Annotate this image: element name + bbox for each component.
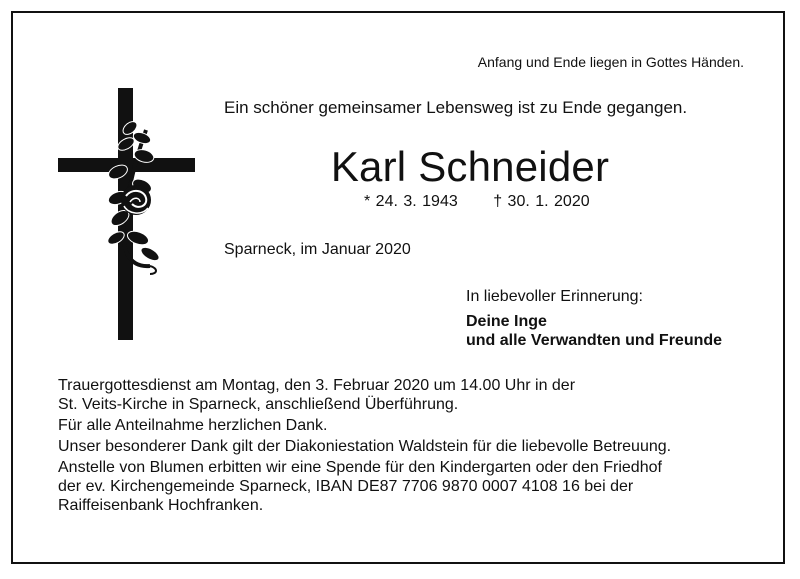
donation-line-3: Raiffeisenbank Hochfranken. [58, 497, 264, 514]
notice-body [58, 376, 748, 517]
thanks-text: Für alle Anteilnahme herzlichen Dank. [58, 417, 328, 434]
remembrance-text: In liebevoller Erinnerung: [466, 288, 643, 305]
donation-line-2: der ev. Kirchengemeinde Sparneck, IBAN DE87 7706 9870 0007 4108 16 bei der [58, 478, 634, 495]
signatures [466, 312, 722, 350]
place-date: Sparneck, im Januar 2020 [224, 241, 411, 258]
signature-line-1: Deine Inge [466, 313, 547, 330]
cross-with-rose-icon [58, 88, 198, 340]
signature-line-2: und alle Verwandten und Freunde [466, 332, 723, 349]
life-dates [364, 193, 590, 211]
special-thanks-text: Unser besonderer Dank gilt der Diakoniestation Waldstein für die liebevolle Betreuung. [58, 438, 672, 455]
donation-info [58, 458, 748, 515]
donation-line-1: Anstelle von Blumen erbitten wir eine Spende für den Kindergarten oder den Friedhof [58, 459, 662, 476]
service-info [58, 376, 748, 414]
intro-text: Ein schöner gemeinsamer Lebensweg ist zu Ende gegangen. [224, 98, 688, 117]
motto-text: Anfang und Ende liegen in Gottes Händen. [477, 54, 744, 70]
service-line-2: St. Veits-Kirche in Sparneck, anschließend Überführung. [58, 396, 459, 413]
deceased-name: Karl Schneider [330, 143, 610, 190]
service-line-1: Trauergottesdienst am Montag, den 3. Februar 2020 um 14.00 Uhr in der [58, 377, 576, 394]
death-date: † 30. 1. 2020 [493, 193, 590, 210]
birth-date: * 24. 3. 1943 [364, 193, 458, 210]
